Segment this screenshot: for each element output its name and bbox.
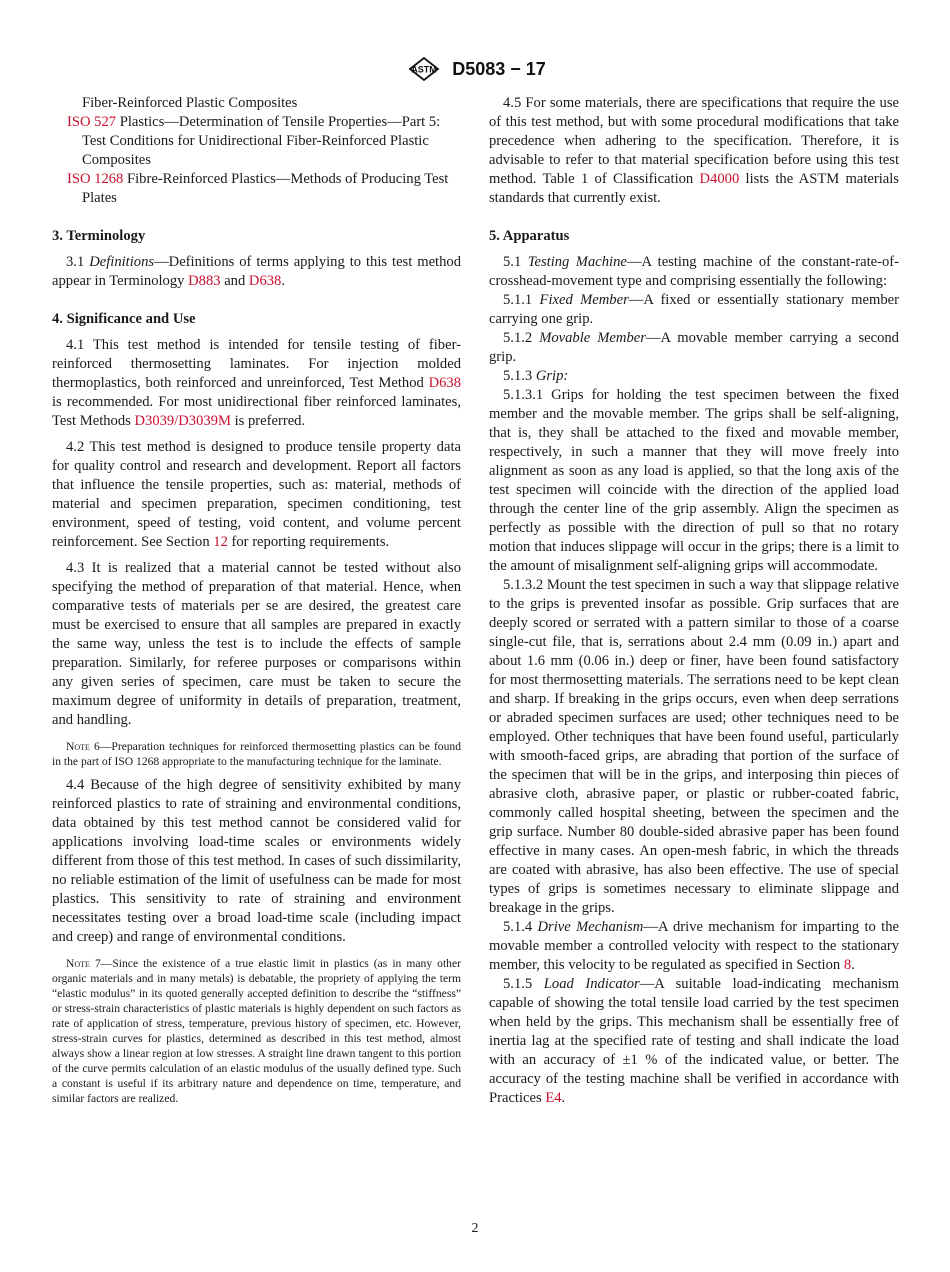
reference-link-d883[interactable]: D883 xyxy=(188,273,221,289)
reference-title: Fiber-Reinforced Plastic Composites xyxy=(82,95,298,111)
paragraph-5-1-5: 5.1.5 Load Indicator—A suitable load-indicating mechanism capable of showing the total tensile load carried by the test specimen when held by the grips. This mechanism shall be essentially free of inertia lag at the specified rate of testing and shall indicate the load with an accuracy of ±1 % of the indicated value, or better. The accuracy of the testing machine shall be verified in accordance with Practices E4. xyxy=(489,976,899,1106)
paragraph-3-1: 3.1 Definitions—Definitions of terms applying to this test method appear in Terminology D883 and D638. xyxy=(52,254,461,289)
paragraph-4-2: 4.2 This test method is designed to produce tensile property data for quality control and research and development. Report all factors that influence the tensile properties, such as: material, methods of material and specimen preparation, specimen conditioning, test environment, speed of testing, void content, and volume percent reinforcement. See Section 12 for reporting requirements. xyxy=(52,439,461,550)
reference-link-e4[interactable]: E4 xyxy=(545,1090,562,1106)
astm-logo-text: ASTM xyxy=(411,64,437,75)
left-column xyxy=(52,94,461,1106)
paragraph-5-1-1: 5.1.1 Fixed Member—A fixed or essentially stationary member carrying one grip. xyxy=(489,292,899,327)
note-7: Note 7—Since the existence of a true elastic limit in plastics (as in many other organic materials and in many metals) is debatable, the propriety of applying the term “elastic modulus” in its quoted generally accepted definition to describe the “stiffness” or stress-strain characteristics of plastic materials is highly dependent on such factors as rate of application of stress, temperature, previous history of specimen, etc. However, stress-strain curves for plastics, determined as described in this test method, almost always show a linear region at low stresses. A straight line drawn tangent to this portion of the curve permits calculation of an elastic modulus of the usually defined type. Such a constant is useful if its arbitrary nature and dependence on time, temperature, and similar factors are realized. xyxy=(52,957,461,1105)
paragraph-5-1-4: 5.1.4 Drive Mechanism—A drive mechanism for imparting to the movable member a controlled velocity with respect to the stationary member, this velocity to be regulated as specified in Section 8. xyxy=(489,919,899,973)
reference-item xyxy=(52,170,461,208)
reference-item xyxy=(52,94,461,113)
reference-link-d638[interactable]: D638 xyxy=(248,273,282,289)
reference-title: Fibre-Reinforced Plastics—Methods of Producing Test Plates xyxy=(82,171,449,206)
paragraph-5-1-3-1: 5.1.3.1 Grips for holding the test specimen between the fixed member and the movable member. The grips shall be self-aligning, that is, they shall be attached to the fixed and movable member, respectively, in such a manner that they will move freely into alignment as soon as any load is applied, so that the long axis of the test specimen will coincide with the direction of the applied load through the center line of the grip assembly. Align the specimen as perfectly as possible with the direction of pull so that no rotary motion that induces slippage will occur in the grips; there is a limit to the amount of misalignment self-aligning grips will accommodate. xyxy=(489,387,899,574)
astm-logo-icon xyxy=(404,56,444,82)
reference-link-d3039[interactable]: D3039/D3039M xyxy=(134,413,231,429)
section-heading-apparatus: 5. Apparatus xyxy=(489,228,570,244)
reference-link-iso527[interactable]: ISO 527 xyxy=(67,114,117,130)
reference-link-d4000[interactable]: D4000 xyxy=(699,171,740,187)
reference-link-section-12[interactable]: 12 xyxy=(213,534,228,550)
reference-link-section-8[interactable]: 8 xyxy=(843,957,852,973)
note-6: Note 6—Preparation techniques for reinforced thermosetting plastics can be found in the part of ISO 1268 appropriate to the manufacturing technique for the laminate. xyxy=(52,740,461,768)
page-header xyxy=(0,56,950,86)
paragraph-5-1: 5.1 Testing Machine—A testing machine of the constant-rate-of-crosshead-movement type and comprising essentially the following: xyxy=(489,254,900,289)
reference-link-iso1268[interactable]: ISO 1268 xyxy=(67,171,124,187)
paragraph-5-1-3: 5.1.3 Grip: xyxy=(503,368,569,384)
standard-designation: D5083 − 17 xyxy=(452,58,546,79)
section-heading-significance: 4. Significance and Use xyxy=(52,311,196,327)
paragraph-5-1-3-2: 5.1.3.2 Mount the test specimen in such a way that slippage relative to the grips is prevented insofar as possible. Grip surfaces that are deeply scored or serrated with a pattern similar to those of a coarse single-cut file, that is, serrations about 2.4 mm (0.09 in.) apart and about 1.6 mm (0.06 in.) deep or finer, have been found satisfactory for most thermosetting materials. The serrations need to be kept clean and sharp. If breaking in the grips occurs, even when deep serrations or abraded specimen surfaces are used; other techniques need to be employed. Other techniques that have been found useful, particularly with smooth-faced grips, are abrading that portion of the surface of the specimen that will be in the grips, and interposing thin pieces of abrasive cloth, abrasive paper, or plastic or rubber-coated fabric, commonly called hospital sheeting, between the specimen and the grip surface. Number 80 double-sided abrasive paper has been found effective in many cases. An open-mesh fabric, in which the threads are coated with abrasive, has also been effective. The use of special types of grips is sometimes necessary to eliminate slippage and breakage in the grips. xyxy=(489,577,899,916)
section-heading-terminology: 3. Terminology xyxy=(52,228,146,244)
reference-item xyxy=(52,113,461,170)
reference-title: Plastics—Determination of Tensile Properties—Part 5: Test Conditions for Unidirectional Fiber-Reinforced Plastic Composites xyxy=(82,114,441,168)
right-column xyxy=(489,94,899,1108)
paragraph-5-1-2: 5.1.2 Movable Member—A movable member carrying a second grip. xyxy=(489,330,899,365)
page-number: 2 xyxy=(471,1221,479,1236)
paragraph-4-4: 4.4 Because of the high degree of sensitivity exhibited by many reinforced plastics to rate of straining and environmental conditions, data obtained by this test method cannot be considered valid for applications involving load-time scales or environments widely different from those of this test method. In cases of such dissimilarity, no reliable estimation of the limit of usefulness can be made for most plastics. This sensitivity to rate of straining and environment necessitates testing over a broad load-time scale (including impact and creep) and range of environmental conditions. xyxy=(52,777,461,945)
paragraph-4-5: 4.5 For some materials, there are specifications that require the use of this test method, but with some procedural modifications that take precedence when adhering to the specification. Therefore, it is advisable to refer to that material specification before using this test method. Table 1 of Classification D4000 lists the ASTM materials standards that currently exist. xyxy=(489,95,899,206)
paragraph-4-3: 4.3 It is realized that a material cannot be tested without also specifying the method of preparation of that material. Hence, when comparative tests of materials per se are desired, the greatest care must be exercised to ensure that all samples are prepared in exactly the same way, unless the test is to include the effects of sample preparation. Similarly, for referee purposes or comparisons within any given series of specimen, care must be taken to secure the maximum degree of uniformity in details of preparation, treatment, and handling. xyxy=(52,560,461,728)
reference-link-d638[interactable]: D638 xyxy=(428,375,461,391)
paragraph-4-1: 4.1 This test method is intended for tensile testing of fiber-reinforced thermosetting laminates. For injection molded thermoplastics, both reinforced and unreinforced, Test Method D638 is recommended. For most unidirectional fiber reinforced laminates, Test Methods D3039/D3039M is preferred. xyxy=(52,337,461,429)
